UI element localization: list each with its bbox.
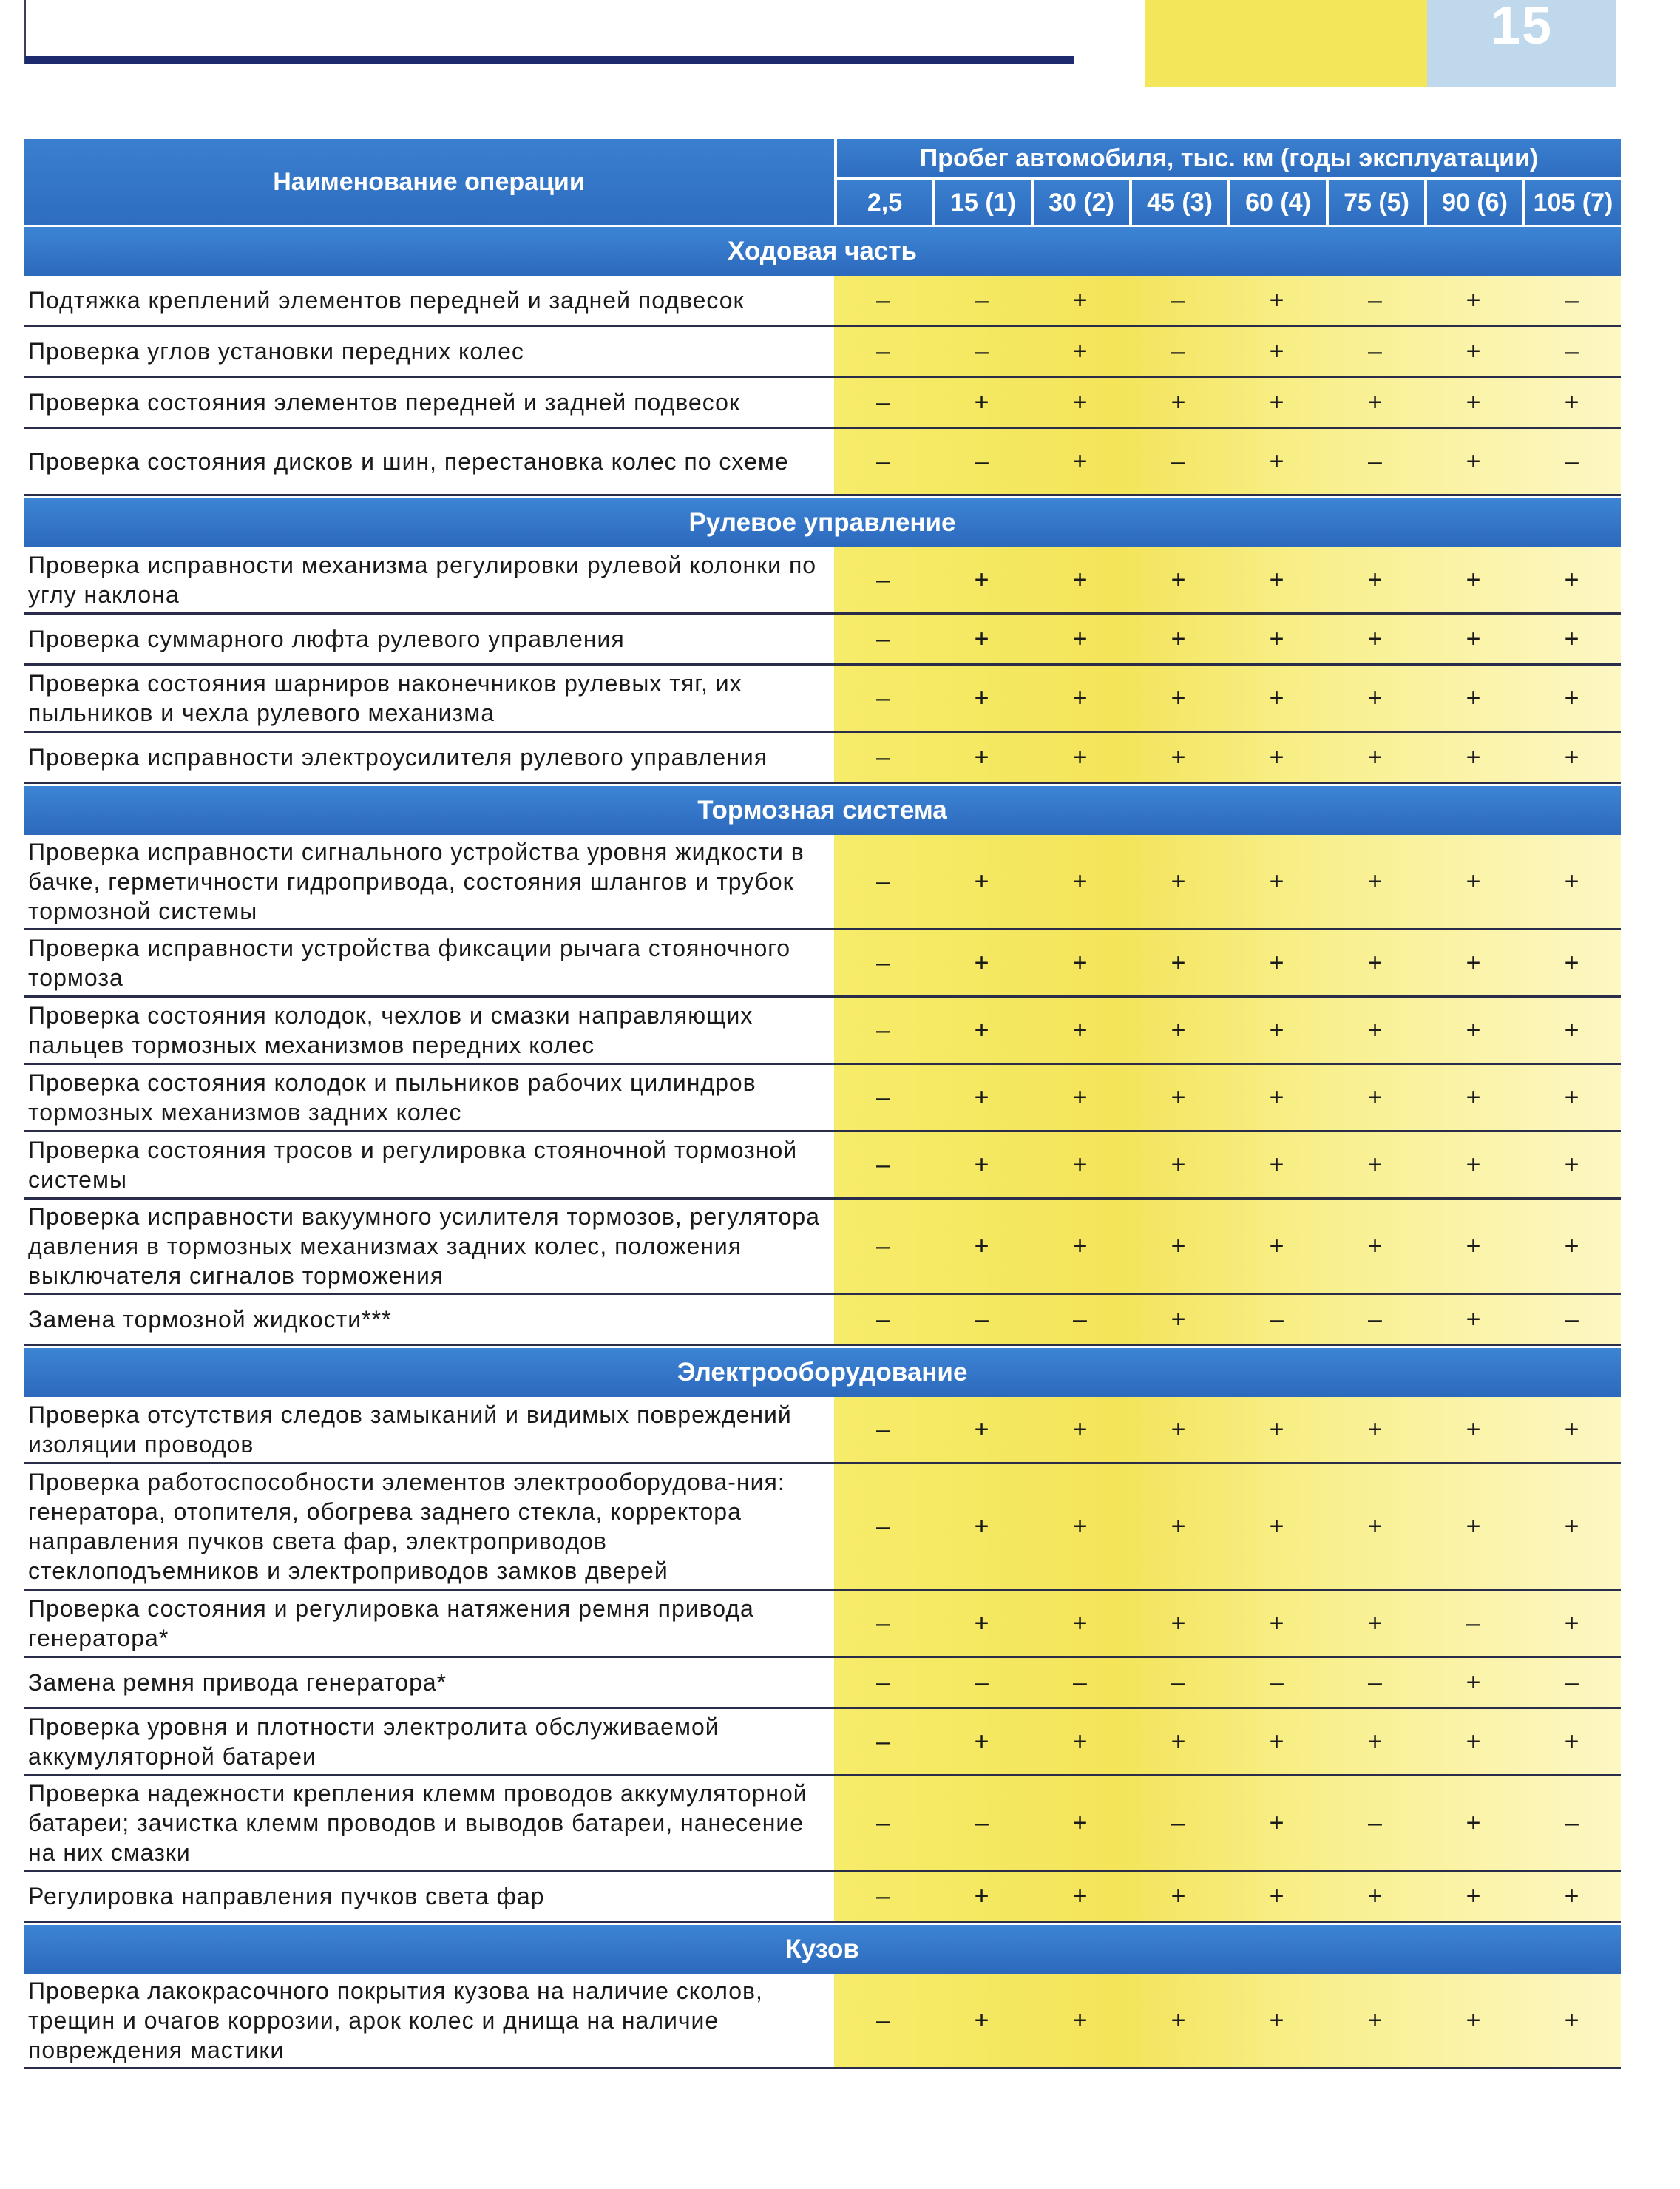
mark-cell: +: [1466, 1150, 1481, 1179]
mark-cell: –: [876, 565, 890, 594]
mark-cell: +: [974, 742, 989, 771]
mark-cell: +: [1269, 1415, 1284, 1444]
operation-name-header: Наименование операции: [24, 139, 834, 225]
mark-cell: +: [1466, 1305, 1481, 1333]
mark-cell: +: [1072, 867, 1088, 896]
mark-cell: +: [1367, 565, 1383, 594]
mark-cells: [834, 327, 1621, 376]
mark-cell: +: [1269, 1231, 1284, 1260]
mark-cell: +: [1072, 388, 1088, 416]
mark-cell: +: [974, 1083, 989, 1112]
column-header: 105 (7): [1525, 180, 1621, 225]
mark-cell: –: [1368, 447, 1382, 476]
section-title: Электрооборудование: [24, 1346, 1621, 1397]
mark-cell: –: [1171, 1808, 1185, 1837]
mark-cell: +: [1466, 1512, 1481, 1540]
mark-cell: +: [1269, 1808, 1284, 1837]
column-header: 60 (4): [1230, 180, 1326, 225]
mark-cell: +: [1072, 1415, 1088, 1444]
mark-cell: –: [876, 2006, 890, 2034]
mark-cell: +: [1564, 1608, 1579, 1637]
mark-cell: +: [1564, 1727, 1579, 1756]
mark-cell: +: [974, 624, 989, 653]
mark-cells: [834, 1709, 1621, 1774]
mark-cell: +: [1367, 388, 1383, 416]
mark-cell: +: [1564, 1415, 1579, 1444]
mark-cell: +: [1072, 948, 1088, 977]
table-row: [24, 547, 1621, 615]
mark-cell: +: [1564, 1150, 1579, 1179]
mark-cell: –: [975, 1305, 989, 1333]
mark-cell: +: [1269, 1608, 1284, 1637]
table-row: [24, 1397, 1621, 1464]
mark-cell: +: [1269, 1015, 1284, 1044]
mark-cell: –: [1073, 1305, 1087, 1333]
mark-cell: –: [1270, 1305, 1284, 1333]
mark-cells: [834, 1776, 1621, 1870]
mark-cell: +: [974, 2006, 989, 2034]
mileage-header: Пробег автомобиля, тыс. км (годы эксплуатации): [837, 139, 1621, 177]
mark-cell: +: [1367, 1608, 1383, 1637]
mark-cell: +: [1072, 2006, 1088, 2034]
mark-cell: +: [1367, 1015, 1383, 1044]
column-header: 90 (6): [1427, 180, 1522, 225]
mark-cell: –: [876, 285, 890, 314]
mark-cell: –: [1171, 1668, 1185, 1696]
mark-cell: +: [1072, 1231, 1088, 1260]
mark-cell: +: [1466, 742, 1481, 771]
mark-cell: +: [1367, 948, 1383, 977]
mark-cell: +: [1171, 867, 1186, 896]
table-row: [24, 1065, 1621, 1132]
header-yellow-tab: [1145, 0, 1427, 87]
operation-name: Замена ремня привода генератора*: [24, 1658, 834, 1707]
page-number: 15: [1490, 0, 1554, 55]
mark-cell: +: [1269, 2006, 1284, 2034]
mark-cell: +: [1564, 683, 1579, 712]
operation-name: Проверка состояния и регулировка натяжения ремня привода генератора*: [24, 1591, 834, 1656]
mark-cell: –: [876, 1305, 890, 1333]
mark-cell: +: [1269, 1881, 1284, 1910]
mark-cell: +: [1171, 1512, 1186, 1540]
mark-cell: –: [1171, 447, 1185, 476]
mark-cell: –: [876, 1881, 890, 1910]
column-header: 2,5: [837, 180, 932, 225]
mark-cell: +: [974, 1415, 989, 1444]
operation-name: Проверка исправности электроусилителя рулевого управления: [24, 733, 834, 782]
mark-cell: –: [1368, 285, 1382, 314]
mark-cell: –: [1171, 285, 1185, 314]
mark-cell: +: [1171, 1305, 1186, 1333]
table-row: [24, 1709, 1621, 1776]
mark-cell: +: [1466, 336, 1481, 365]
mark-cell: –: [876, 1668, 890, 1696]
mark-cell: –: [975, 447, 989, 476]
mark-cell: +: [1269, 336, 1284, 365]
mark-cell: +: [1072, 1808, 1088, 1837]
mark-cell: +: [1367, 683, 1383, 712]
mark-cell: +: [1171, 1415, 1186, 1444]
mark-cell: –: [876, 1015, 890, 1044]
mark-cell: +: [1269, 742, 1284, 771]
mark-cells: [834, 1658, 1621, 1707]
operation-name: Проверка надежности крепления клемм проводов аккумуляторной батареи; зачистка клемм проводов и выводов батареи, нанесение на них смазки: [24, 1776, 834, 1870]
mark-cell: +: [1269, 285, 1284, 314]
mark-cell: +: [1466, 1668, 1481, 1696]
mark-cell: +: [1072, 1881, 1088, 1910]
table-row: [24, 429, 1621, 496]
mark-cell: –: [876, 1808, 890, 1837]
mark-cells: [834, 547, 1621, 612]
mark-cell: +: [1367, 867, 1383, 896]
mark-cell: –: [975, 1808, 989, 1837]
mark-cell: +: [1564, 2006, 1579, 2034]
operation-name: Проверка суммарного люфта рулевого управления: [24, 615, 834, 663]
mark-cells: [834, 1065, 1621, 1130]
table-row: [24, 1591, 1621, 1658]
table-row: [24, 930, 1621, 998]
column-header: 75 (5): [1329, 180, 1424, 225]
mark-cell: +: [1269, 565, 1284, 594]
mark-cell: +: [1564, 1015, 1579, 1044]
operation-name: Проверка исправности вакуумного усилителя тормозов, регулятора давления в тормозных механизмах задних колес, положения выключателя сигналов торможения: [24, 1200, 834, 1293]
mark-cell: +: [1367, 1231, 1383, 1260]
mark-cell: –: [876, 1150, 890, 1179]
mark-cell: +: [974, 565, 989, 594]
mark-cell: +: [1072, 683, 1088, 712]
mark-cells: [834, 615, 1621, 663]
mark-cell: +: [1367, 624, 1383, 653]
mark-cell: +: [1466, 565, 1481, 594]
mark-cell: –: [876, 948, 890, 977]
mark-cell: +: [1269, 1150, 1284, 1179]
mark-cell: +: [1269, 1083, 1284, 1112]
mark-cell: +: [1367, 1881, 1383, 1910]
table-row: [24, 835, 1621, 930]
mark-cell: +: [974, 1015, 989, 1044]
mark-cells: [834, 429, 1621, 494]
table-header: [24, 139, 1621, 225]
section-title: Тормозная система: [24, 784, 1621, 835]
mark-cell: +: [1564, 948, 1579, 977]
mark-cell: –: [1565, 1305, 1579, 1333]
operation-name: Проверка лакокрасочного покрытия кузова на наличие сколов, трещин и очагов коррозии, арок колес и днища на наличие повреждения мастики: [24, 1974, 834, 2067]
mark-cell: +: [1466, 447, 1481, 476]
mark-cell: +: [1466, 1231, 1481, 1260]
mark-cell: –: [1565, 1808, 1579, 1837]
mark-cell: +: [1564, 388, 1579, 416]
mark-cell: +: [1171, 1727, 1186, 1756]
mark-cell: +: [1367, 2006, 1383, 2034]
table-row: [24, 327, 1621, 378]
mark-cell: –: [876, 447, 890, 476]
section-title: Кузов: [24, 1923, 1621, 1974]
column-header: 15 (1): [935, 180, 1031, 225]
mark-cell: –: [1270, 1668, 1284, 1696]
mark-cell: –: [876, 683, 890, 712]
mark-cell: –: [876, 867, 890, 896]
mark-cell: +: [1466, 867, 1481, 896]
table-body: [24, 225, 1621, 2069]
mark-cell: +: [1171, 1231, 1186, 1260]
mark-cells: [834, 276, 1621, 325]
left-margin-rule: [24, 0, 26, 64]
section-title: Рулевое управление: [24, 496, 1621, 547]
mark-cell: –: [1368, 336, 1382, 365]
operation-name: Проверка исправности сигнального устройства уровня жидкости в бачке, герметичности гидропривода, состояния шлангов и трубок тормозной системы: [24, 835, 834, 928]
mark-cells: [834, 1132, 1621, 1197]
mark-cell: –: [876, 1231, 890, 1260]
operation-name: Проверка состояния колодок, чехлов и смазки направляющих пальцев тормозных механизмов передних колес: [24, 998, 834, 1063]
mark-cell: +: [1564, 1512, 1579, 1540]
operation-name: Проверка состояния шарниров наконечников рулевых тяг, их пыльников и чехла рулевого механизма: [24, 666, 834, 731]
mark-cells: [834, 1397, 1621, 1462]
mark-cell: +: [974, 1512, 989, 1540]
table-row: [24, 666, 1621, 733]
operation-name: Проверка уровня и плотности электролита обслуживаемой аккумуляторной батареи: [24, 1709, 834, 1774]
operation-name: Проверка исправности устройства фиксации рычага стояночного тормоза: [24, 930, 834, 995]
table-row: [24, 1658, 1621, 1709]
mark-cell: +: [1072, 1727, 1088, 1756]
mark-cell: +: [1466, 2006, 1481, 2034]
mark-cell: +: [1072, 285, 1088, 314]
mark-cell: +: [1564, 1231, 1579, 1260]
operation-name: Подтяжка креплений элементов передней и задней подвесок: [24, 276, 834, 325]
table-row: [24, 276, 1621, 327]
mark-cell: +: [1171, 1608, 1186, 1637]
mark-cell: +: [1171, 948, 1186, 977]
mark-cell: +: [974, 1231, 989, 1260]
mark-cell: +: [1269, 1512, 1284, 1540]
mark-cells: [834, 1872, 1621, 1921]
table-row: [24, 1295, 1621, 1346]
operation-name: Проверка состояния дисков и шин, перестановка колес по схеме: [24, 429, 834, 494]
mark-cell: –: [876, 742, 890, 771]
table-row: [24, 378, 1621, 429]
mark-cells: [834, 930, 1621, 995]
mark-cell: +: [1269, 948, 1284, 977]
operation-name: Проверка исправности механизма регулировки рулевой колонки по углу наклона: [24, 547, 834, 612]
mark-cell: +: [1367, 1083, 1383, 1112]
table-row: [24, 1132, 1621, 1200]
mark-cell: +: [1269, 388, 1284, 416]
mark-cell: +: [974, 867, 989, 896]
mark-cell: –: [1368, 1305, 1382, 1333]
mark-cell: –: [975, 336, 989, 365]
mark-cell: +: [1466, 1808, 1481, 1837]
table-row: [24, 998, 1621, 1065]
mark-cell: +: [1269, 683, 1284, 712]
mark-cell: +: [1564, 1083, 1579, 1112]
mark-cell: +: [974, 1881, 989, 1910]
mark-cell: –: [876, 1727, 890, 1756]
mark-cell: –: [1565, 285, 1579, 314]
mark-cell: –: [975, 1668, 989, 1696]
mark-cell: +: [1269, 1727, 1284, 1756]
mark-cell: +: [1072, 1150, 1088, 1179]
mark-cell: +: [1072, 742, 1088, 771]
mark-cell: +: [1367, 1150, 1383, 1179]
table-row: [24, 1464, 1621, 1591]
mark-cell: +: [1367, 1512, 1383, 1540]
mark-cell: –: [1565, 1668, 1579, 1696]
mark-cell: +: [1072, 447, 1088, 476]
mark-cell: –: [876, 1415, 890, 1444]
header-rule: [25, 56, 1074, 64]
mark-cell: +: [1171, 1881, 1186, 1910]
mark-cell: +: [1171, 388, 1186, 416]
table-row: [24, 615, 1621, 666]
mark-cells: [834, 1464, 1621, 1589]
mark-cell: –: [1368, 1668, 1382, 1696]
table-row: [24, 1776, 1621, 1872]
operation-name: Проверка состояния тросов и регулировка стояночной тормозной системы: [24, 1132, 834, 1197]
column-header: 45 (3): [1132, 180, 1227, 225]
mark-cells: [834, 1974, 1621, 2067]
maintenance-table: [24, 139, 1621, 2069]
mark-cell: +: [1367, 1415, 1383, 1444]
mark-cells: [834, 733, 1621, 782]
mark-cell: +: [1269, 624, 1284, 653]
mark-cell: –: [876, 1512, 890, 1540]
mark-cells: [834, 378, 1621, 427]
table-row: [24, 1974, 1621, 2069]
mark-cell: +: [1367, 1727, 1383, 1756]
mark-cell: –: [876, 336, 890, 365]
mark-cell: +: [974, 948, 989, 977]
mark-cell: –: [1466, 1608, 1480, 1637]
mark-cell: +: [1171, 2006, 1186, 2034]
mark-cell: –: [1073, 1668, 1087, 1696]
mark-cell: +: [1072, 336, 1088, 365]
section-title: Ходовая часть: [24, 225, 1621, 276]
mark-cell: +: [1072, 1015, 1088, 1044]
mark-cell: +: [1072, 565, 1088, 594]
mark-cell: +: [1466, 1083, 1481, 1112]
mark-cell: +: [1466, 1015, 1481, 1044]
mark-cell: –: [1565, 336, 1579, 365]
mark-cell: +: [974, 683, 989, 712]
mark-cell: –: [876, 1083, 890, 1112]
mark-cell: +: [974, 1608, 989, 1637]
mark-cell: +: [1171, 624, 1186, 653]
mark-cells: [834, 998, 1621, 1063]
mark-cell: +: [1466, 285, 1481, 314]
mark-cell: +: [1466, 388, 1481, 416]
mark-cell: +: [1466, 948, 1481, 977]
mark-cells: [834, 835, 1621, 928]
mark-cell: +: [1466, 1881, 1481, 1910]
mark-cell: –: [1171, 336, 1185, 365]
mark-cell: +: [1466, 1727, 1481, 1756]
mileage-columns: [837, 180, 1621, 225]
mark-cell: +: [1367, 742, 1383, 771]
mark-cell: +: [1072, 624, 1088, 653]
mark-cell: +: [1072, 1608, 1088, 1637]
page-number-tab: [1427, 0, 1616, 87]
operation-name: Проверка углов установки передних колес: [24, 327, 834, 376]
mark-cell: +: [1466, 624, 1481, 653]
mark-cell: –: [1368, 1808, 1382, 1837]
mark-cell: +: [1564, 742, 1579, 771]
mark-cell: +: [1171, 683, 1186, 712]
mark-cell: +: [974, 388, 989, 416]
mark-cell: +: [1171, 1083, 1186, 1112]
mark-cell: +: [1564, 867, 1579, 896]
mark-cell: +: [1564, 624, 1579, 653]
mark-cell: +: [1564, 1881, 1579, 1910]
mark-cell: +: [1171, 1150, 1186, 1179]
mark-cell: +: [974, 1727, 989, 1756]
mark-cell: +: [1466, 1415, 1481, 1444]
operation-name: Проверка состояния элементов передней и задней подвесок: [24, 378, 834, 427]
table-row: [24, 733, 1621, 784]
mark-cell: +: [1171, 1015, 1186, 1044]
mark-cell: +: [1171, 565, 1186, 594]
table-row: [24, 1200, 1621, 1295]
operation-name: Проверка состояния колодок и пыльников рабочих цилиндров тормозных механизмов задних колес: [24, 1065, 834, 1130]
operation-name: Замена тормозной жидкости***: [24, 1295, 834, 1344]
mark-cell: +: [1466, 683, 1481, 712]
operation-name: Регулировка направления пучков света фар: [24, 1872, 834, 1921]
operation-name: Проверка отсутствия следов замыканий и видимых повреждений изоляции проводов: [24, 1397, 834, 1462]
mark-cell: –: [975, 285, 989, 314]
mark-cell: –: [876, 1608, 890, 1637]
mark-cell: +: [1072, 1512, 1088, 1540]
mark-cell: +: [1269, 867, 1284, 896]
mark-cells: [834, 1200, 1621, 1293]
table-row: [24, 1872, 1621, 1923]
mark-cells: [834, 1591, 1621, 1656]
mark-cells: [834, 666, 1621, 731]
mark-cell: –: [876, 388, 890, 416]
mark-cell: –: [876, 624, 890, 653]
mark-cell: +: [1072, 1083, 1088, 1112]
operation-name: Проверка работоспособности элементов электрооборудова-ния: генератора, отопителя, обогрева заднего стекла, корректора направления пучков света фар, электроприводов стеклоподъемников и электроприводов замков дверей: [24, 1464, 834, 1589]
mark-cells: [834, 1295, 1621, 1344]
mark-cell: +: [974, 1150, 989, 1179]
mark-cell: –: [1565, 447, 1579, 476]
mark-cell: +: [1564, 565, 1579, 594]
column-header: 30 (2): [1034, 180, 1129, 225]
mark-cell: +: [1269, 447, 1284, 476]
mark-cell: +: [1171, 742, 1186, 771]
